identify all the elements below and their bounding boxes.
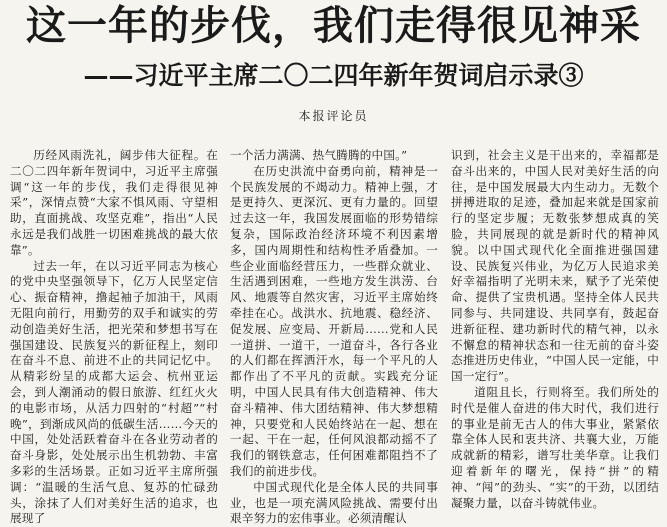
paragraph: 中国式现代化是全体人民的共同事业，也是一项充满风险挑战、需要付出艰辛努力的宏伟事业。必须清醒认 [230,479,438,526]
paragraph: 一个活力满满、热气腾腾的中国。” [230,148,408,162]
paragraph: 识到，社会主义是干出来的，幸福都是奋斗出来的，中国人民对美好生活的向往，是中国发展最大内生动力。无数个拼搏进取的足迹，叠加起来就是国家前行的坚定步履；无数张梦想成真的笑脸，共同展现的就是新时代的精神风貌。以中国式现代化全面推进强国建设、民族复兴伟业，为亿万人民追求美好幸福指明了光明未来，赋予了光荣使命、提供了宝贵机遇。坚持全体人民共同参与、共同建设、共同享有，鼓起奋进新征程、建功新时代的精气神，以永不懈怠的精神状态和一往无前的奋斗姿态推进历史伟业，“中国人民一定能，中国一定行”。 [451,148,659,384]
paragraph: 在历史洪流中奋勇向前，精神是一个民族发展的不竭动力。精神上强，才是更持久、更深沉、更有力量的。回望过去这一年，我国发展面临的形势错综复杂，国际政治经济环境不利因素增多，国内周期性和结构性矛盾叠加。一些企业面临经营压力，一些群众就业、生活遇到困难，一些地方发生洪涝、台风、地震等自然灾害，习近平主席始终牵挂在心。战洪水、抗地震、稳经济、促发展、应变局、开新局……党和人民一道拼、一道干，一道奋斗，各行各业的人们都在挥洒汗水，每一个平凡的人都作出了不平凡的贡献。实践充分证明，中国人民具有伟大创造精神、伟大奋斗精神、伟大团结精神、伟大梦想精神，只要党和人民始终站在一起、想在一起、干在一起，任何风浪都动摇不了我们的钢铁意志，任何困难都阻挡不了我们的前进步伐。 [230,163,438,478]
paragraph: 道阻且长，行则将至。我们所处的时代是催人奋进的伟大时代，我们进行的事业是前无古人的伟大事业，紧紧依靠全体人民和衷共济、共襄大业，万能成就新的精彩，谱写壮美华章。让我们迎着新年的曙光，保持“拼”的精神、“闯”的劲头、“实”的干劲，以团结凝聚力量，以奋斗铸就伟业。 [451,384,659,510]
text-column-1 [10,148,218,526]
article-subtitle: ——习近平主席二〇二四年新年贺词启示录③ [83,61,584,90]
paragraph: 过去一年，在以习近平同志为核心的党中央坚强领导下，亿万人民坚定信心、振奋精神，撸起袖子加油干，风雨无阻向前行，用勤劳的双手和诚实的劳动创造美好生活，把光荣和梦想书写在强国建设、民族复兴的新征程上，刻印在奋斗不息、前进不止的共同记忆中。从精彩纷呈的成都大运会、杭州亚运会，到人潮涌动的假日旅游、红红火火的电影市场，从活力四射的“村超”“村晚”，到渐成风尚的低碳生活……今天的中国，处处活跃着奋斗在各业劳动者的奋斗身影，处处展示出生机勃勃、丰富多彩的生活场景。正如习近平主席所强调：“温暖的生活气息、复苏的忙碌劲头，涂抹了人们对美好生活的追求，也展现了 [10,258,218,526]
article-title: 这一年的步伐，我们走得很见神采 [26,3,641,49]
paragraph: 历经风雨洗礼，阔步伟大征程。在二〇二四年新年贺词中，习近平主席强调“这一年的步伐，我们走得很见神采”，深情点赞“大家不惧风雨、守望相助，直面挑战、攻坚克难”，指出“人民永远是我们战胜一切困难挑战的最大依靠”。 [10,148,218,257]
text-column-3 [451,148,659,516]
article-byline: 本报评论员 [298,109,369,123]
text-column-2 [230,148,438,526]
